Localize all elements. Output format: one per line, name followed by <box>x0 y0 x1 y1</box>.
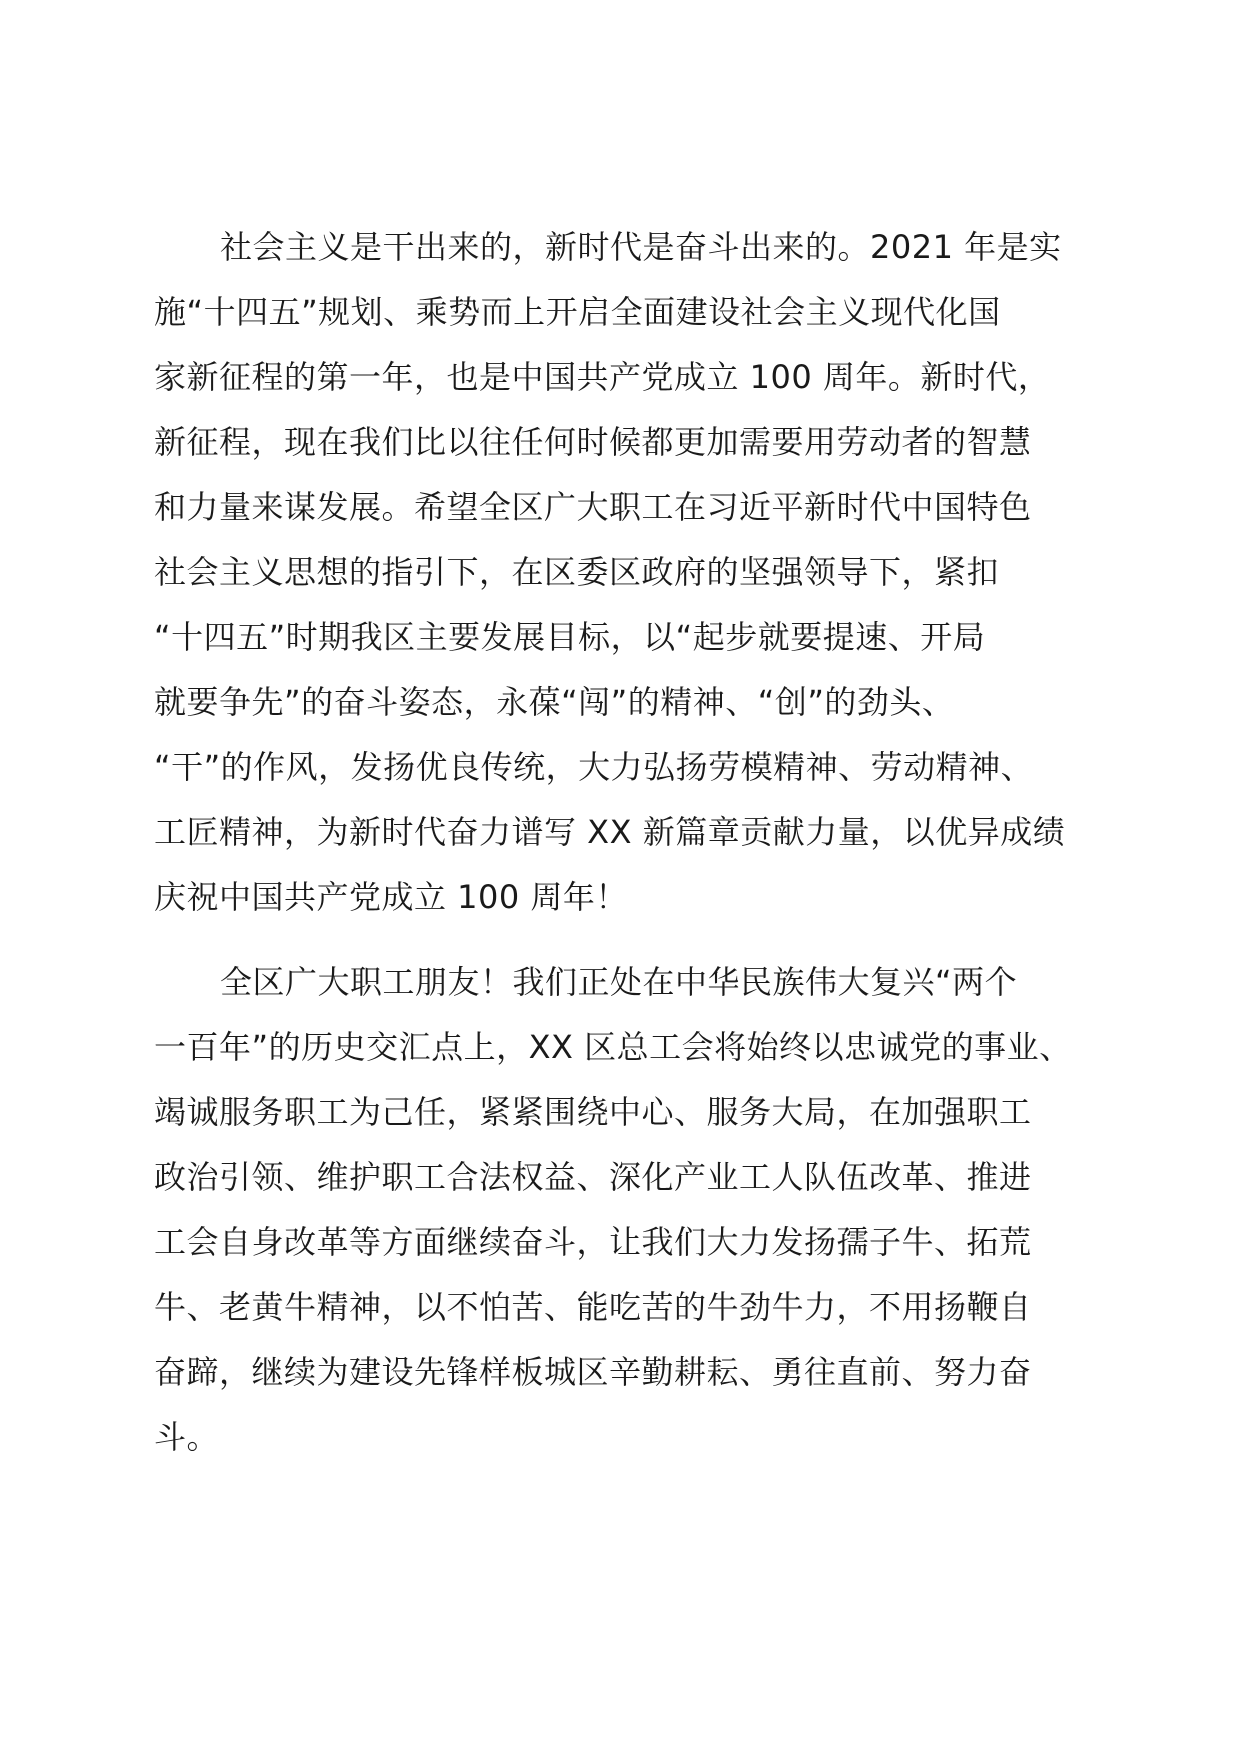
paragraph-line: 竭诚服务职工为己任，紧紧围绕中心、服务大局，在加强职工 <box>154 1093 1032 1131</box>
paragraph-line: 牛、老黄牛精神，以不怕苦、能吃苦的牛劲牛力，不用扬鞭自 <box>154 1288 1032 1326</box>
document-body <box>154 215 1094 1490</box>
paragraph-line: 斗。 <box>154 1418 220 1456</box>
paragraph-line: 全区广大职工朋友！我们正处在中华民族伟大复兴“两个 <box>220 963 1018 1001</box>
paragraph-line: 新征程，现在我们比以往任何时候都更加需要用劳动者的智慧 <box>154 423 1032 461</box>
paragraph-line: 就要争先”的奋斗姿态，永葆“闯”的精神、“创”的劲头、 <box>154 683 955 721</box>
paragraph-line: 和力量来谋发展。希望全区广大职工在习近平新时代中国特色 <box>154 488 1032 526</box>
paragraph-line: 奋蹄，继续为建设先锋样板城区辛勤耕耘、勇往直前、努力奋 <box>154 1353 1032 1391</box>
paragraph-line: 工会自身改革等方面继续奋斗，让我们大力发扬孺子牛、拓荒 <box>154 1223 1032 1261</box>
paragraph-line: 政治引领、维护职工合法权益、深化产业工人队伍改革、推进 <box>154 1158 1032 1196</box>
paragraph-line: 庆祝中国共产党成立 100 周年！ <box>154 878 628 916</box>
paragraph-line: 社会主义思想的指引下，在区委区政府的坚强领导下，紧扣 <box>154 553 1000 591</box>
paragraph-line: 社会主义是干出来的，新时代是奋斗出来的。2021 年是实 <box>220 228 1062 266</box>
paragraph-line: “十四五”时期我区主要发展目标，以“起步就要提速、开局 <box>154 618 986 656</box>
paragraph-line: 家新征程的第一年，也是中国共产党成立 100 周年。新时代， <box>154 358 1051 396</box>
paragraph-1 <box>154 215 1094 930</box>
paragraph-line: “干”的作风，发扬优良传统，大力弘扬劳模精神、劳动精神、 <box>154 748 1034 786</box>
paragraph-line: 一百年”的历史交汇点上，XX 区总工会将始终以忠诚党的事业、 <box>154 1028 1072 1066</box>
paragraph-line: 工匠精神，为新时代奋力谱写 XX 新篇章贡献力量，以优异成绩 <box>154 813 1066 851</box>
paragraph-2 <box>154 950 1094 1470</box>
paragraph-line: 施“十四五”规划、乘势而上开启全面建设社会主义现代化国 <box>154 293 1001 331</box>
